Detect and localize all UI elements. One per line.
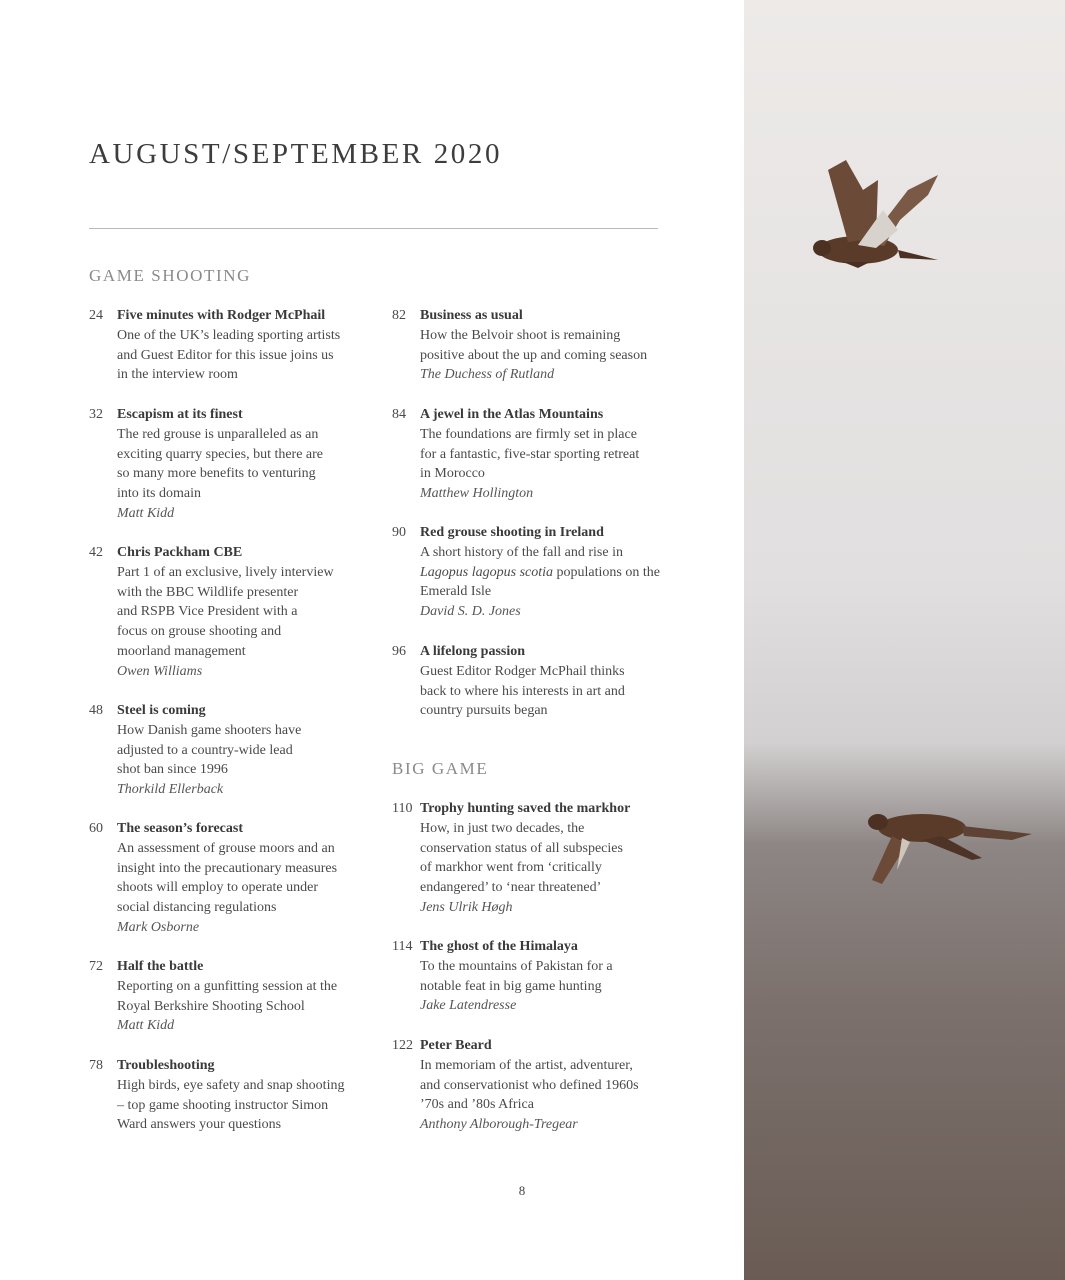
entry-page-number: 96 [392,644,406,659]
entry-page-number: 78 [89,1058,103,1073]
entry-author: Matthew Hollington [420,486,534,502]
entry-description: Guest Editor Rodger McPhail thinks back to where his interests in art and country pursuits began [420,663,625,719]
entry-author: Matt Kidd [117,505,175,521]
entry-title: Troubleshooting [117,1058,215,1073]
title-divider [89,228,658,229]
entry-author: Jake Latendresse [420,998,517,1014]
entry-page-number: 72 [89,959,103,974]
entry-title: Five minutes with Rodger McPhail [117,308,326,323]
entry-title: Half the battle [117,959,204,974]
entry-title: Business as usual [420,308,523,323]
page-title: AUGUST/SEPTEMBER 2020 [89,138,503,170]
entry-author: Jens Ulrik Høgh [420,899,513,915]
entry-description: An assessment of grouse moors and an insight into the precautionary measures shoots will employ to operate under social distancing regulations [117,840,338,916]
section-heading-big-game: BIG GAME [392,759,489,778]
entry-author: David S. D. Jones [420,604,521,620]
entry-description: Part 1 of an exclusive, lively interview with the BBC Wildlife presenter and RSPB Vice President with a focus on grouse shooting and moorland management [117,564,334,659]
entry-page-number: 82 [392,308,406,323]
entry-author: Owen Williams [117,663,203,679]
entry-page-number: 114 [392,939,413,954]
entry-page-number: 84 [392,407,406,422]
section-heading-game-shooting: GAME SHOOTING [89,266,251,285]
entry-page-number: 122 [392,1038,413,1053]
entry-title: Red grouse shooting in Ireland [420,525,604,540]
grouse-photo [744,0,1065,1280]
entry-description: One of the UK’s leading sporting artists and Guest Editor for this issue joins us in the interview room [117,327,341,383]
entry-title: The season’s forecast [117,821,243,836]
entry-page-number: 60 [89,821,103,836]
entry-page-number: 32 [89,407,103,422]
entry-title: Steel is coming [117,703,206,718]
entry-description: To the mountains of Pakistan for a notable feat in big game hunting [420,958,613,994]
entry-title: The ghost of the Himalaya [420,939,578,954]
entry-description: How the Belvoir shoot is remaining positive about the up and coming season [420,327,648,363]
entry-description: In memoriam of the artist, adventurer, and conservationist who defined 1960s ’70s and ’80s Africa [420,1057,639,1113]
entry-description: The red grouse is unparalleled as an exciting quarry species, but there are so many more benefits to venturing into its domain [117,426,324,502]
entry-page-number: 90 [392,525,406,540]
entry-author: Thorkild Ellerback [117,782,224,798]
entry-title: A jewel in the Atlas Mountains [420,407,604,422]
entry-author: The Duchess of Rutland [420,367,555,383]
entry-description: High birds, eye safety and snap shooting – top game shooting instructor Simon Ward answers your questions [117,1077,345,1133]
entry-title: Escapism at its finest [117,407,243,422]
entry-author: Mark Osborne [117,919,200,935]
entry-description: How, in just two decades, the conservation status of all subspecies of markhor went from ‘critically endangered’ to ‘near threatened’ [420,820,623,896]
entry-page-number: 24 [89,308,103,323]
page-number: 8 [518,1183,526,1198]
entry-page-number: 42 [89,545,103,560]
entry-description: A short history of the fall and rise in Lagopus lagopus scotia populations on the Emerald Isle [420,544,660,600]
entry-author: Anthony Alborough-Tregear [420,1117,578,1133]
entry-description: Reporting on a gunfitting session at the Royal Berkshire Shooting School [117,978,338,1014]
entry-description: How Danish game shooters have adjusted to a country-wide lead shot ban since 1996 [117,722,302,778]
entry-page-number: 110 [392,801,413,816]
entry-title: A lifelong passion [420,644,526,659]
entry-description: The foundations are firmly set in place for a fantastic, five-star sporting retreat in Morocco [420,426,640,482]
entry-page-number: 48 [89,703,103,718]
entry-title: Trophy hunting saved the markhor [420,801,631,816]
entry-author: Matt Kidd [117,1018,175,1034]
entry-title: Peter Beard [420,1038,492,1053]
entry-title: Chris Packham CBE [117,545,243,560]
